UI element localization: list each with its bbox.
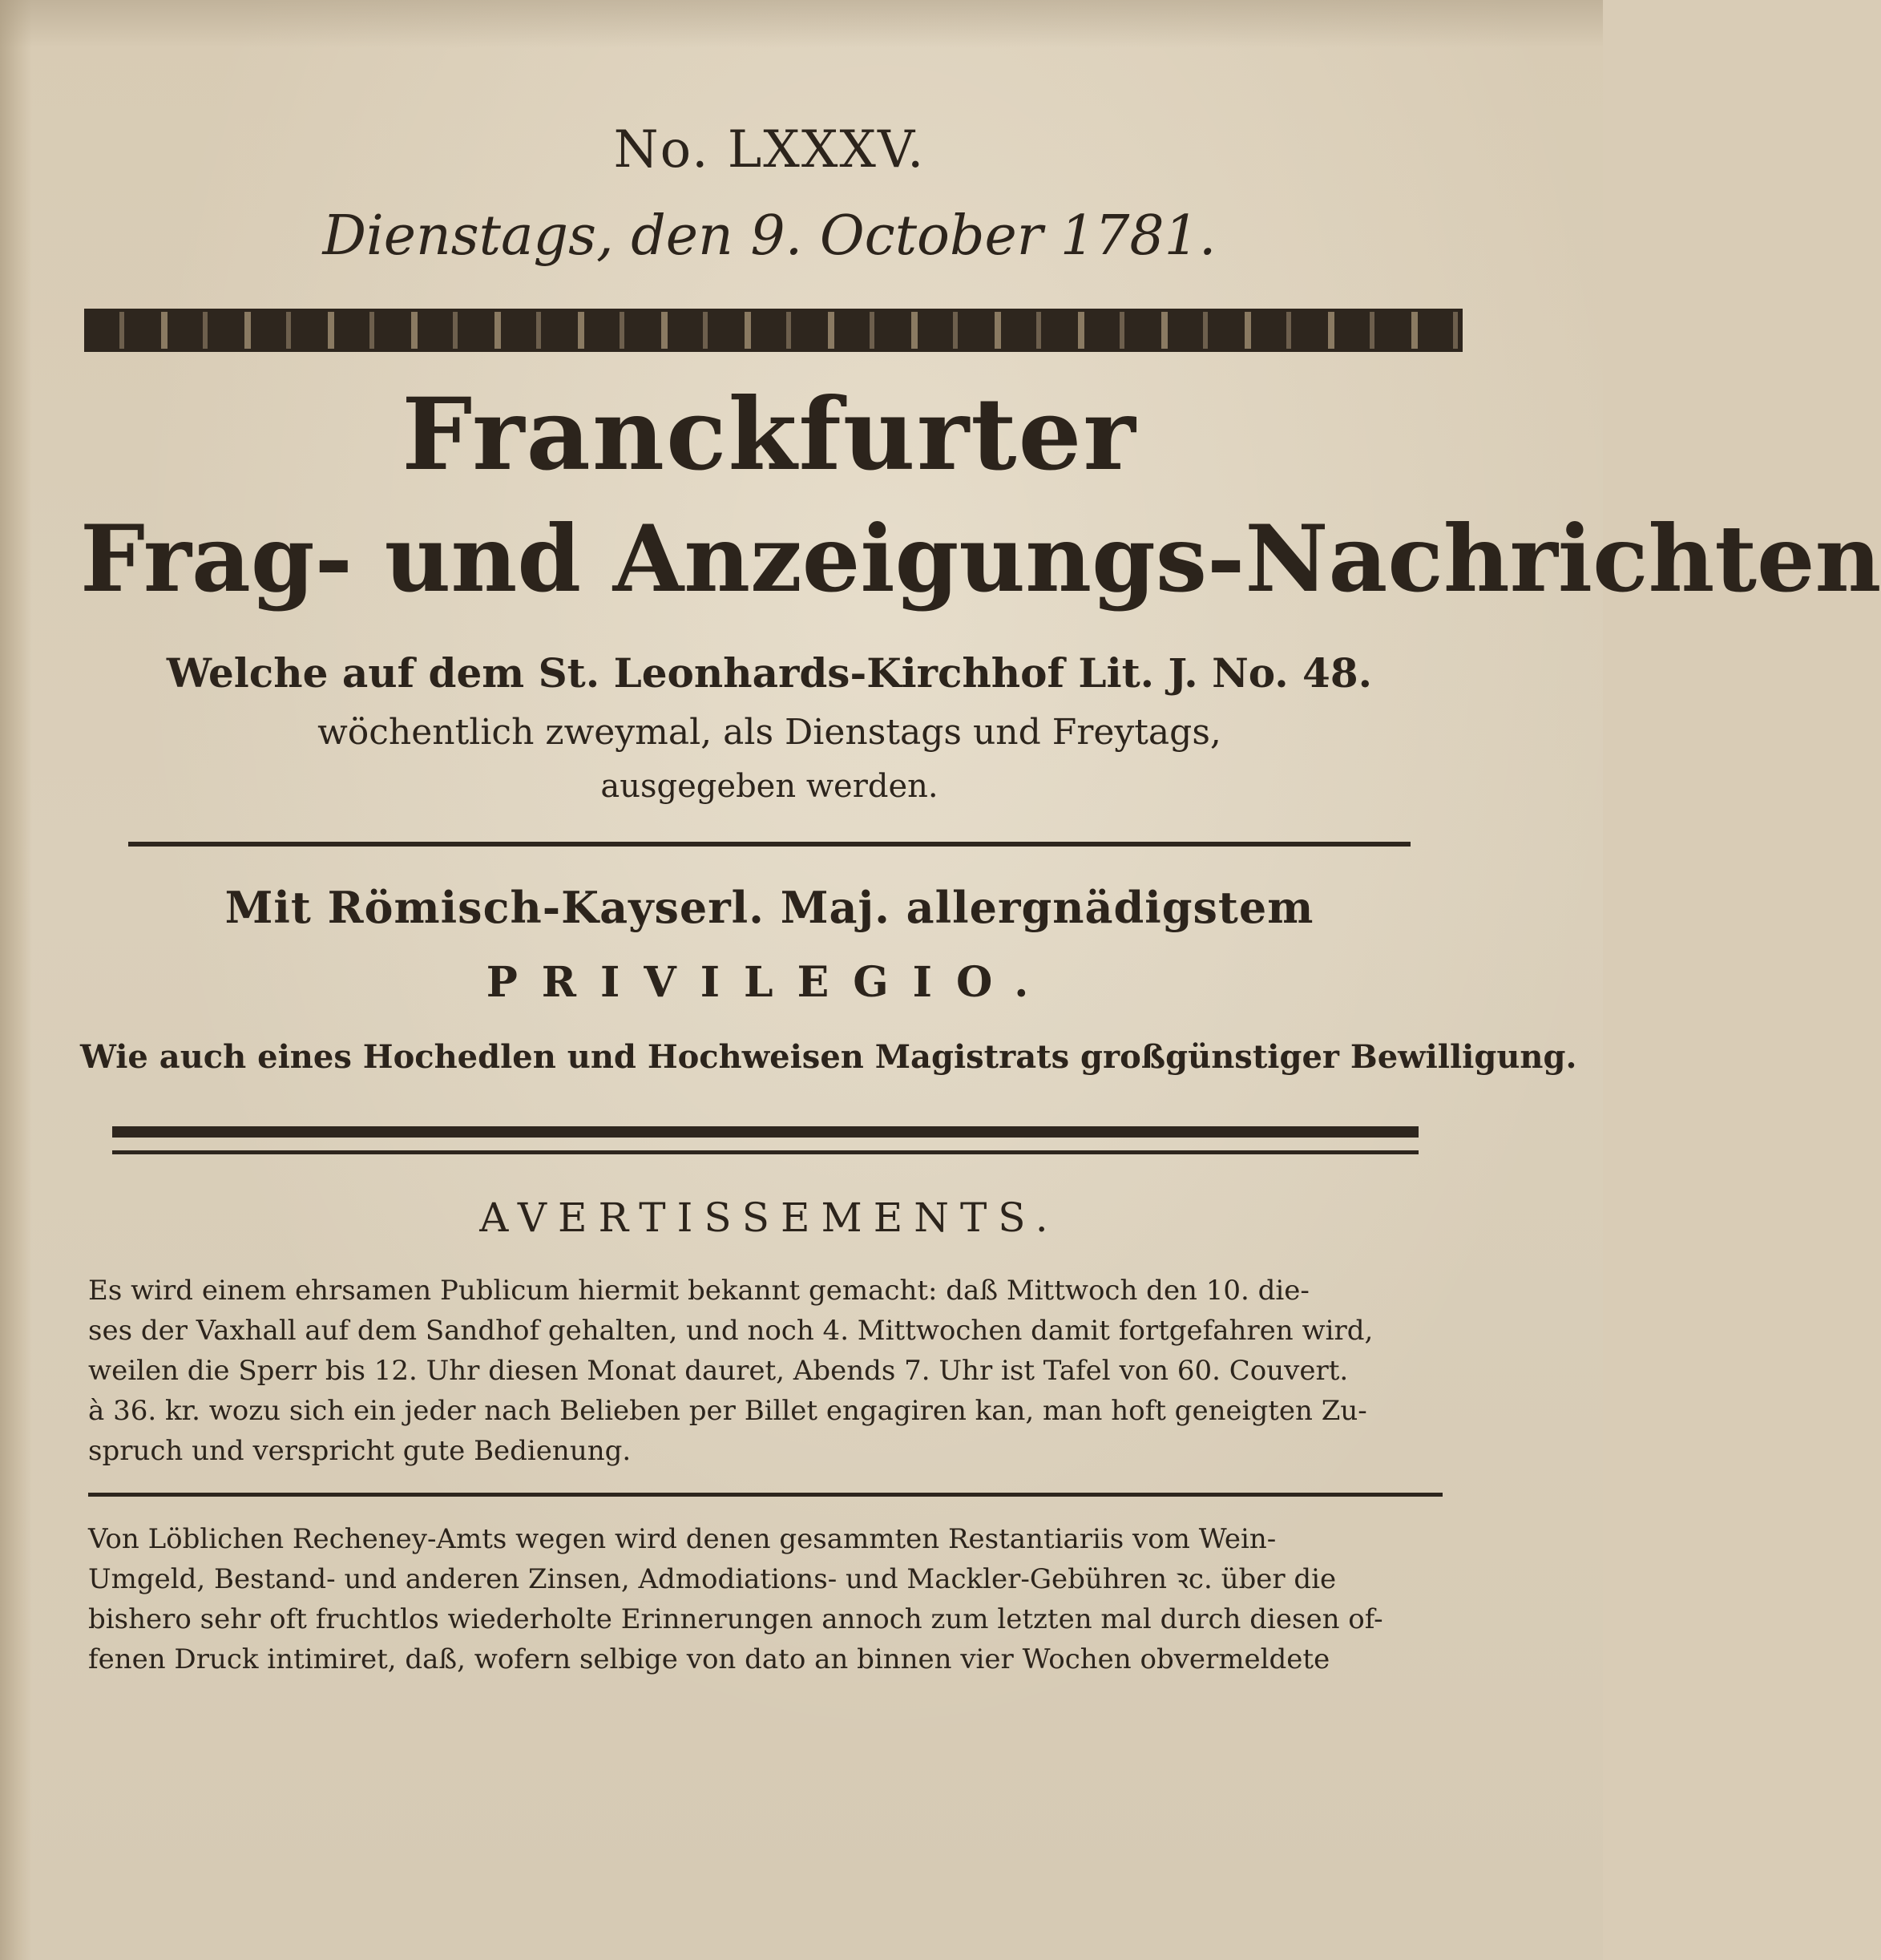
publication-info-line1: Welche auf dem St. Leonhards-Kirchhof Lit. J. No. 48.: [166, 649, 1373, 697]
publication-info-line3: ausgegeben werden.: [600, 768, 938, 805]
notice-paragraph: [88, 1519, 1443, 1679]
double-divider-rule: [112, 1126, 1419, 1154]
notice-line: fenen Druck intimiret, daß, wofern selbige von dato an binnen vier Wochen obvermeldete: [88, 1643, 1330, 1675]
privilege-note: Wie auch eines Hochedlen und Hochweisen Magistrats großgünstiger Bewilligung.: [80, 1038, 1577, 1076]
issue-number: No. LXXXV.: [613, 120, 926, 180]
notice-paragraph: [88, 1271, 1443, 1471]
ornamental-rule: [84, 309, 1463, 352]
divider-rule: [88, 1493, 1443, 1497]
section-title: AVERTISSEMENTS.: [479, 1194, 1060, 1241]
newspaper-title-line2: Frag- und Anzeigungs-Nachrichten: [80, 505, 1881, 612]
notice-line: bishero sehr oft fruchtlos wiederholte Erinnerungen annoch zum letzten mal durch diesen of-: [88, 1603, 1383, 1635]
notice-line: Von Löblichen Recheney-Amts wegen wird denen gesammten Restantiariis vom Wein-: [88, 1523, 1277, 1555]
divider-rule: [128, 842, 1411, 847]
privilege-intro: Mit Römisch-Kayserl. Maj. allergnädigstem: [224, 882, 1314, 933]
issue-date: Dienstags, den 9. October 1781.: [322, 204, 1217, 268]
notice-line: weilen die Sperr bis 12. Uhr diesen Monat dauret, Abends 7. Uhr ist Tafel von 60. Couvert.: [88, 1355, 1349, 1387]
page-shadow: [0, 0, 1603, 48]
notice-line: Es wird einem ehrsamen Publicum hiermit bekannt gemacht: daß Mittwoch den 10. die-: [88, 1275, 1310, 1307]
privilege-word: PRIVILEGIO.: [486, 958, 1053, 1007]
notice-line: Umgeld, Bestand- und anderen Zinsen, Admodiations- und Mackler-Gebühren ꝛc. über die: [88, 1563, 1337, 1595]
notice-line: à 36. kr. wozu sich ein jeder nach Belieben per Billet engagiren kan, man hoft geneigten Zu-: [88, 1395, 1367, 1427]
notice-line: spruch und verspricht gute Bedienung.: [88, 1435, 632, 1467]
notice-line: ses der Vaxhall auf dem Sandhof gehalten, und noch 4. Mittwochen damit fortgefahren wird,: [88, 1315, 1374, 1347]
publication-info-line2: wöchentlich zweymal, als Dienstags und Freytags,: [317, 712, 1221, 753]
newspaper-title-line1: Franckfurter: [402, 377, 1137, 493]
binding-gutter: [0, 0, 32, 1960]
